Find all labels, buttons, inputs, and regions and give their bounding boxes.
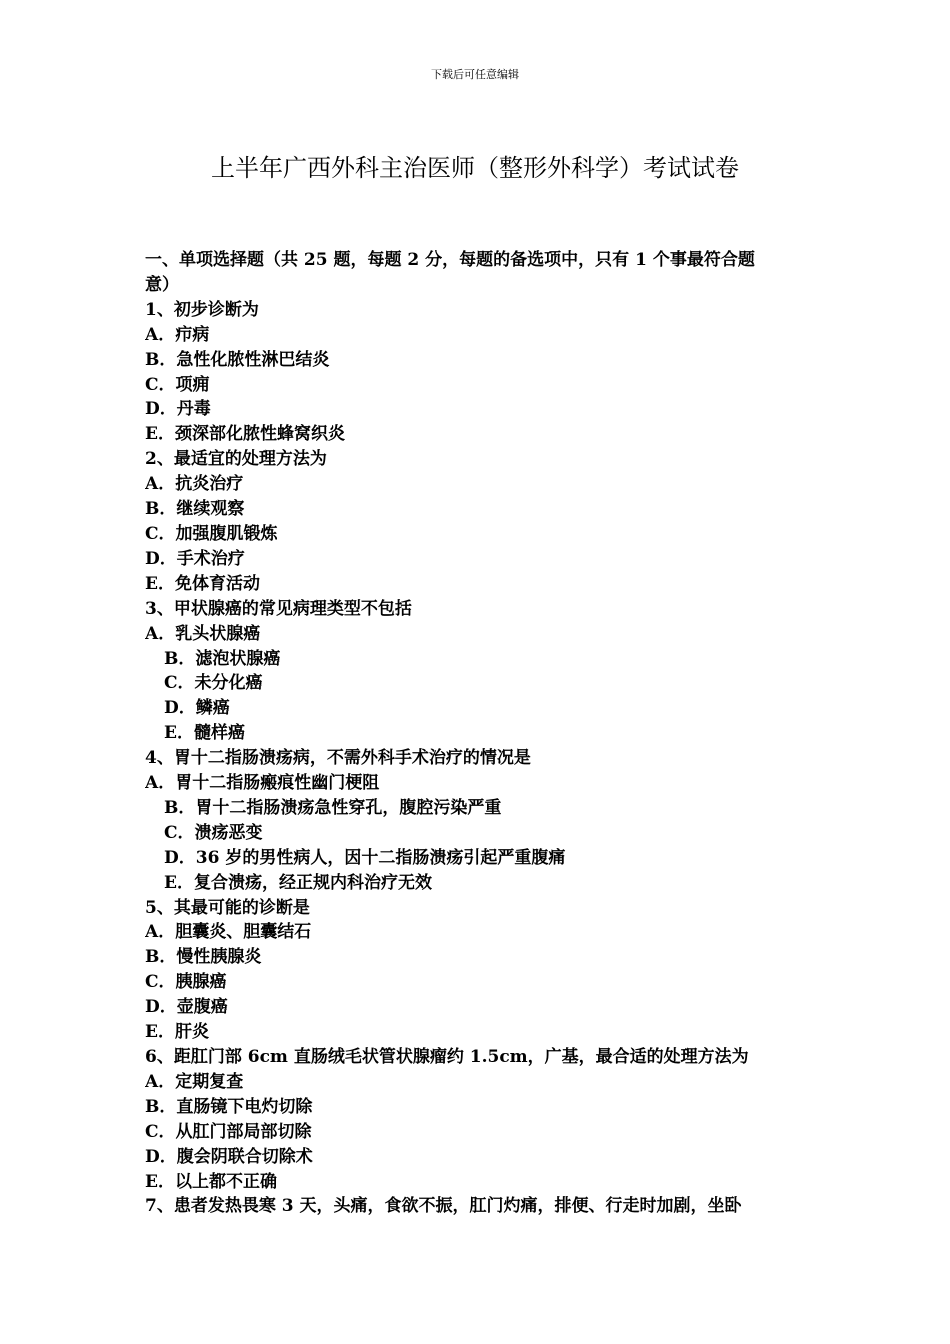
answer-option: A．定期复查 (145, 1071, 244, 1092)
answer-option: C．项痈 (145, 374, 210, 395)
answer-option: D．鳞癌 (164, 698, 230, 719)
question-stem: 5、其最可能的诊断是 (145, 897, 310, 918)
answer-option: C．胰腺癌 (145, 972, 227, 993)
answer-option: E．颈深部化脓性蜂窝织炎 (145, 424, 345, 445)
question-stem: 3、甲状腺癌的常见病理类型不包括 (145, 598, 412, 619)
question-stem: 1、初步诊断为 (145, 299, 259, 320)
question-stem: 7、患者发热畏寒 3 天，头痛，食欲不振，肛门灼痛，排便、行走时加剧，坐卧 (145, 1196, 742, 1217)
answer-option: C．未分化癌 (164, 673, 263, 694)
answer-option: D．手术治疗 (145, 548, 245, 569)
question-stem: 4、胃十二指肠溃疡病，不需外科手术治疗的情况是 (145, 748, 531, 769)
answer-option: A．抗炎治疗 (145, 474, 244, 495)
answer-option: B．直肠镜下电灼切除 (145, 1096, 313, 1117)
header-note: 下载后可任意编辑 (431, 68, 519, 81)
answer-option: D．36 岁的男性病人，因十二指肠溃疡引起严重腹痛 (164, 847, 566, 868)
question-stem: 6、距肛门部 6cm 直肠绒毛状管状腺瘤约 1.5cm，广基，最合适的处理方法为 (145, 1047, 749, 1067)
answer-option: C．从肛门部局部切除 (145, 1121, 312, 1142)
answer-option: A．胆囊炎、胆囊结石 (145, 922, 312, 943)
answer-option: E．髓样癌 (164, 723, 245, 744)
answer-option: E．肝炎 (145, 1022, 209, 1043)
answer-option: D．壶腹癌 (145, 997, 228, 1018)
answer-option: B．急性化脓性淋巴结炎 (145, 349, 330, 370)
answer-option: E．以上都不正确 (145, 1171, 277, 1192)
answer-option: A．疖病 (145, 324, 210, 345)
section-heading: 一、单项选择题（共 25 题，每题 2 分，每题的备选项中，只有 1 个事最符合题 (145, 250, 755, 270)
answer-option: C．溃疡恶变 (164, 822, 263, 843)
answer-option: B．胃十二指肠溃疡急性穿孔，腹腔污染严重 (164, 797, 502, 818)
answer-option: E．复合溃疡，经正规内科治疗无效 (164, 872, 432, 893)
answer-option: A．胃十二指肠瘢痕性幽门梗阻 (145, 773, 380, 794)
answer-option: C．加强腹肌锻炼 (145, 523, 278, 544)
answer-option: D．腹会阴联合切除术 (145, 1146, 313, 1167)
answer-option: A．乳头状腺癌 (145, 623, 261, 644)
answer-option: E．免体育活动 (145, 573, 260, 594)
exam-content (145, 248, 815, 1219)
document-title: 上半年广西外科主治医师（整形外科学）考试试卷 (211, 154, 739, 182)
answer-option: B．继续观察 (145, 499, 245, 520)
answer-option: B．慢性胰腺炎 (145, 947, 262, 968)
answer-option: B．滤泡状腺癌 (164, 648, 281, 669)
section-heading-continued: 意） (145, 274, 179, 295)
answer-option: D．丹毒 (145, 399, 211, 420)
question-stem: 2、最适宜的处理方法为 (145, 449, 327, 470)
